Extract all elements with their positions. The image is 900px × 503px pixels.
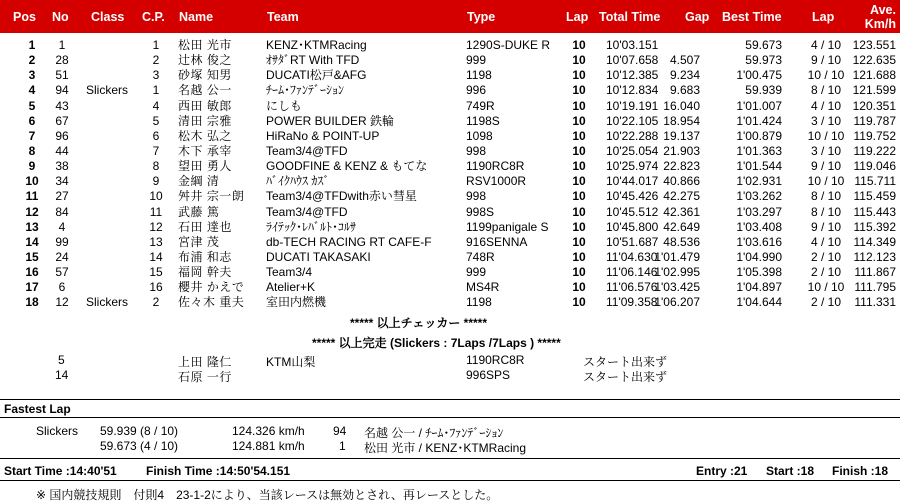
cell-no: 96 xyxy=(55,128,69,143)
col-best-time: Best Time xyxy=(722,10,782,24)
table-row xyxy=(0,235,900,250)
cell-type: 1199panigale S xyxy=(466,219,549,234)
cell-pos: 12 xyxy=(25,204,39,219)
cell-team: ﾁｰﾑ･ﾌｧﾝﾃﾞｰｼｮﾝ xyxy=(266,83,345,98)
cell-no: 67 xyxy=(55,113,69,128)
cell-cp: 16 xyxy=(149,280,163,295)
cell-pos: 10 xyxy=(25,174,39,189)
cell-gap: 42.275 xyxy=(663,189,700,204)
cell-ave: 123.551 xyxy=(852,38,896,52)
cell-cp: 14 xyxy=(149,249,163,264)
cell-lap: 10 xyxy=(572,53,586,68)
cell-cp: 9 xyxy=(152,174,160,189)
col-type: Type xyxy=(467,10,496,24)
cell-best-lap: 10 / 10 xyxy=(807,280,845,295)
cell-no: 1 xyxy=(58,38,66,52)
cell-gap: 48.536 xyxy=(663,234,700,249)
cell-gap: 9.234 xyxy=(669,68,700,83)
cell-best: 1'04.897 xyxy=(736,280,782,295)
col-ave: Ave. Km/h xyxy=(864,3,896,31)
cell-pos: 2 xyxy=(28,53,36,68)
cell-lap: 10 xyxy=(572,265,586,280)
cell-name: 木下 承宰 xyxy=(178,143,232,158)
cell-team: db-TECH RACING RT CAFE-F xyxy=(266,234,432,249)
cell-gap: 22.823 xyxy=(663,159,700,174)
cell-type: 999 xyxy=(466,53,487,68)
col-pos: Pos xyxy=(13,10,36,24)
cell-ave: 111.331 xyxy=(854,295,896,310)
cell-best-lap: 9 / 10 xyxy=(810,219,842,234)
cell-lap: 10 xyxy=(572,38,586,52)
col-lap: Lap xyxy=(566,10,589,24)
cell-gap: 21.903 xyxy=(663,143,700,158)
cell-best-lap: 8 / 10 xyxy=(810,83,842,98)
cell-best-lap: 3 / 10 xyxy=(810,143,842,158)
cell-pos: 7 xyxy=(28,128,36,143)
cell-cp: 8 xyxy=(152,159,160,174)
cell-pos: 5 xyxy=(28,98,36,113)
table-row xyxy=(0,144,900,159)
cell-cp: 6 xyxy=(152,128,160,143)
cell-gap: 40.866 xyxy=(663,174,700,189)
cell-team: DUCATI TAKASAKI xyxy=(266,249,371,264)
start-time: Start Time :14:40'51 xyxy=(4,464,117,478)
cell-ave: 121.599 xyxy=(852,83,896,98)
cell-total: 10'25.974 xyxy=(606,159,659,174)
cell-class: Slickers xyxy=(86,295,129,310)
cell-total: 11'04.630 xyxy=(606,249,658,264)
finish-note: ***** 以上完走 (Slickers : 7Laps /7Laps ) ***** xyxy=(312,336,561,350)
cell-total: 10'45.512 xyxy=(606,204,659,219)
cell-name: 布浦 和志 xyxy=(178,249,232,264)
cell-team: DUCATI松戸&AFG xyxy=(266,68,367,83)
cell-best-lap: 9 / 10 xyxy=(810,159,842,174)
cell-lap: 10 xyxy=(572,83,586,98)
cell-best-lap: 2 / 10 xyxy=(810,295,842,310)
cell-total: 10'12.385 xyxy=(606,68,659,83)
cell-type: 1198 xyxy=(466,68,492,83)
table-row xyxy=(0,174,900,189)
cell-best: 1'00.879 xyxy=(736,128,782,143)
table-row xyxy=(0,129,900,144)
cell-pos: 17 xyxy=(25,280,39,295)
cell-ave: 111.795 xyxy=(854,280,896,295)
cell-no: 99 xyxy=(55,234,69,249)
cell-total: 10'12.834 xyxy=(606,83,659,98)
start-count: Start :18 xyxy=(766,464,815,478)
cell-pos: 13 xyxy=(25,219,39,234)
cell-cp: 1 xyxy=(152,83,160,98)
cell-ave: 119.787 xyxy=(853,113,896,128)
cell-type: 998 xyxy=(466,143,487,158)
cell-best-lap: 9 / 10 xyxy=(810,53,842,68)
col-team: Team xyxy=(267,10,299,24)
cell-type: 996 xyxy=(466,83,487,98)
cell-best-lap: 10 / 10 xyxy=(807,128,845,143)
cell-no: 38 xyxy=(55,159,69,174)
cell-pos: 18 xyxy=(25,295,39,310)
cell-lap: 10 xyxy=(572,159,586,174)
finish-count: Finish :18 xyxy=(832,464,889,478)
table-row xyxy=(0,114,900,129)
table-row xyxy=(0,189,900,204)
cell-team: Team3/4@TFD xyxy=(266,204,348,219)
cell-team: Team3/4@TFDwith赤い彗星 xyxy=(266,189,417,204)
cell-type: MS4R xyxy=(466,280,500,295)
cell-team: 室田内燃機 xyxy=(266,295,327,310)
cell-type: 1198S xyxy=(466,113,500,128)
cell-ave: 115.459 xyxy=(853,189,896,204)
cell-best: 1'04.644 xyxy=(736,295,782,310)
col-best-lap: Lap xyxy=(812,10,835,24)
cell-best-lap: 4 / 10 xyxy=(810,98,842,113)
cell-pos: 9 xyxy=(28,159,36,174)
cell-type: 998S xyxy=(466,204,495,219)
cell-gap: 16.040 xyxy=(663,98,700,113)
table-row xyxy=(0,159,900,174)
cell-total: 10'03.151 xyxy=(606,38,659,52)
cell-type: 1290S-DUKE R xyxy=(466,38,551,52)
results-header xyxy=(0,0,900,33)
cell-best: 59.973 xyxy=(745,53,782,68)
cell-ave: 115.392 xyxy=(853,219,896,234)
cell-class: Slickers xyxy=(86,83,129,98)
cell-name: 松木 弘之 xyxy=(178,128,232,143)
cell-cp: 4 xyxy=(152,98,160,113)
cell-no: 84 xyxy=(55,204,69,219)
cell-total: 10'07.658 xyxy=(606,53,659,68)
cell-cp: 7 xyxy=(152,143,160,158)
col-cp: C.P. xyxy=(142,10,165,24)
finish-time: Finish Time :14:50'54.151 xyxy=(146,464,291,478)
cell-lap: 10 xyxy=(572,219,586,234)
cell-gap: 1'03.425 xyxy=(654,280,700,295)
col-gap: Gap xyxy=(685,10,710,24)
cell-type: RSV1000R xyxy=(466,174,527,189)
cell-best-lap: 2 / 10 xyxy=(810,265,842,280)
cell-name: 名越 公一 xyxy=(178,83,232,98)
cell-gap: 4.507 xyxy=(669,53,700,68)
cell-cp: 11 xyxy=(149,204,163,219)
cell-no: 12 xyxy=(55,295,69,310)
table-row xyxy=(0,205,900,220)
cell-ave: 121.688 xyxy=(852,68,896,83)
divider xyxy=(0,417,900,418)
cell-best: 1'01.007 xyxy=(736,98,782,113)
footnote: ※ 国内競技規則 付則4 23-1-2により、当該レースは無効とされ、再レースとした。 xyxy=(36,488,499,502)
cell-gap: 1'01.479 xyxy=(654,249,700,264)
cell-team: HiRaNo & POINT-UP xyxy=(266,128,380,143)
table-row xyxy=(0,83,900,98)
cell-type: 1190RC8R xyxy=(466,159,525,174)
cell-lap: 10 xyxy=(572,174,586,189)
cell-best-lap: 3 / 10 xyxy=(810,113,842,128)
cell-name: 武藤 篤 xyxy=(178,204,220,219)
cell-best: 1'01.363 xyxy=(736,143,782,158)
cell-total: 10'44.017 xyxy=(606,174,659,189)
cell-ave: 119.752 xyxy=(853,128,896,143)
cell-best: 1'03.616 xyxy=(736,234,782,249)
cell-total: 10'22.288 xyxy=(606,128,659,143)
cell-pos: 6 xyxy=(28,113,36,128)
cell-type: 748R xyxy=(466,249,495,264)
cell-best-lap: 10 / 10 xyxy=(807,174,845,189)
table-row xyxy=(0,99,900,114)
cell-gap: 18.954 xyxy=(663,113,700,128)
cell-name: 辻林 俊之 xyxy=(178,53,232,68)
col-no: No xyxy=(52,10,69,24)
cell-name: 佐々木 重夫 xyxy=(178,295,245,310)
cell-pos: 15 xyxy=(25,249,39,264)
cell-total: 10'51.687 xyxy=(606,234,659,249)
cell-name: 西田 敏郎 xyxy=(178,98,232,113)
cell-pos: 14 xyxy=(25,234,39,249)
cell-gap: 1'06.207 xyxy=(654,295,700,310)
cell-type: 998 xyxy=(466,189,487,204)
table-row xyxy=(0,38,900,53)
cell-no: 34 xyxy=(55,174,69,189)
divider xyxy=(0,399,900,400)
cell-no: 28 xyxy=(55,53,69,68)
cell-total: 10'45.800 xyxy=(606,219,659,234)
cell-best: 1'00.475 xyxy=(736,68,782,83)
cell-gap: 42.361 xyxy=(663,204,700,219)
cell-team: POWER BUILDER 鉄輪 xyxy=(266,113,395,128)
cell-best: 1'01.544 xyxy=(736,159,782,174)
cell-name: 櫻井 かえで xyxy=(178,280,245,295)
col-name: Name xyxy=(179,10,214,24)
cell-no: 6 xyxy=(58,280,66,295)
table-row xyxy=(0,265,900,280)
cell-best-lap: 2 / 10 xyxy=(810,249,842,264)
cell-ave: 122.635 xyxy=(852,53,896,68)
cell-team: ﾗｲﾃｯｸ･ﾚﾊﾞﾙﾄ･ｺﾙｻ xyxy=(266,219,357,234)
cell-best-lap: 8 / 10 xyxy=(810,189,842,204)
cell-best: 1'03.262 xyxy=(736,189,782,204)
cell-name: 福岡 幹夫 xyxy=(178,265,232,280)
cell-best: 1'03.408 xyxy=(736,219,782,234)
cell-team: Team3/4@TFD xyxy=(266,143,348,158)
cell-team: Atelier+K xyxy=(266,280,316,295)
cell-type: 1198 xyxy=(466,295,492,310)
cell-ave: 120.351 xyxy=(852,98,896,113)
cell-best-lap: 10 / 10 xyxy=(807,68,845,83)
divider xyxy=(0,480,900,481)
cell-no: 51 xyxy=(55,68,69,83)
table-row xyxy=(0,68,900,83)
cell-ave: 115.443 xyxy=(853,204,896,219)
cell-team: KENZ･KTMRacing xyxy=(266,38,367,52)
cell-name: 舛井 宗一朗 xyxy=(178,189,245,204)
checker-note: ***** 以上チェッカー ***** xyxy=(350,316,488,330)
cell-cp: 1 xyxy=(152,38,160,52)
cell-total: 10'22.105 xyxy=(606,113,659,128)
cell-name: 宮津 茂 xyxy=(178,234,220,249)
cell-lap: 10 xyxy=(572,189,586,204)
cell-gap: 42.649 xyxy=(663,219,700,234)
cell-gap: 19.137 xyxy=(663,128,700,143)
cell-lap: 10 xyxy=(572,143,586,158)
cell-name: 金綱 清 xyxy=(178,174,220,189)
cell-pos: 11 xyxy=(25,189,39,204)
cell-best: 1'05.398 xyxy=(736,265,782,280)
cell-cp: 2 xyxy=(152,53,160,68)
cell-pos: 1 xyxy=(28,38,36,52)
divider xyxy=(0,458,900,459)
cell-type: 916SENNA xyxy=(466,234,528,249)
results-table xyxy=(0,38,900,311)
cell-ave: 119.222 xyxy=(853,143,896,158)
cell-team: ﾊﾞｲｸﾊｳｽ ｶｽﾞ xyxy=(266,174,330,189)
cell-type: 1098 xyxy=(466,128,493,143)
cell-name: 砂塚 知男 xyxy=(178,68,232,83)
cell-name: 松田 光市 xyxy=(178,38,232,52)
cell-ave: 114.349 xyxy=(853,234,896,249)
cell-best-lap: 8 / 10 xyxy=(810,204,842,219)
cell-total: 11'06.576 xyxy=(606,280,658,295)
cell-lap: 10 xyxy=(572,128,586,143)
col-class: Class xyxy=(91,10,125,24)
cell-cp: 12 xyxy=(149,219,163,234)
cell-best-lap: 4 / 10 xyxy=(810,38,842,52)
cell-ave: 112.123 xyxy=(853,249,896,264)
cell-cp: 3 xyxy=(152,68,160,83)
cell-lap: 10 xyxy=(572,98,586,113)
cell-cp: 5 xyxy=(152,113,160,128)
cell-lap: 10 xyxy=(572,113,586,128)
table-row xyxy=(0,53,900,68)
cell-team: にしも xyxy=(266,98,303,113)
cell-no: 57 xyxy=(55,265,69,280)
cell-best: 1'01.424 xyxy=(736,113,782,128)
table-row xyxy=(0,280,900,295)
cell-ave: 119.046 xyxy=(853,159,896,174)
cell-total: 11'09.358 xyxy=(606,295,658,310)
cell-ave: 115.711 xyxy=(854,174,896,189)
cell-best: 1'04.990 xyxy=(736,249,782,264)
table-row xyxy=(0,250,900,265)
cell-gap: 9.683 xyxy=(669,83,700,98)
cell-no: 94 xyxy=(55,83,69,98)
cell-name: 望田 勇人 xyxy=(178,159,232,174)
cell-best: 1'02.931 xyxy=(736,174,782,189)
cell-ave: 111.867 xyxy=(854,265,896,280)
cell-cp: 13 xyxy=(149,234,163,249)
cell-lap: 10 xyxy=(572,295,586,310)
cell-no: 27 xyxy=(55,189,69,204)
cell-best: 59.939 xyxy=(745,83,782,98)
cell-lap: 10 xyxy=(572,68,586,83)
cell-pos: 3 xyxy=(28,68,36,83)
cell-lap: 10 xyxy=(572,234,586,249)
entry-count: Entry :21 xyxy=(696,464,748,478)
fastest-lap-title: Fastest Lap xyxy=(4,402,71,416)
cell-team: ｵｻﾀﾞRT With TFD xyxy=(266,53,360,68)
cell-total: 10'19.191 xyxy=(606,98,659,113)
cell-name: 清田 宗雅 xyxy=(178,113,232,128)
table-row xyxy=(0,220,900,235)
table-row xyxy=(0,295,900,310)
cell-total: 10'25.054 xyxy=(606,143,659,158)
cell-cp: 10 xyxy=(149,189,163,204)
cell-lap: 10 xyxy=(572,204,586,219)
cell-best: 1'03.297 xyxy=(736,204,782,219)
cell-best-lap: 4 / 10 xyxy=(810,234,842,249)
cell-team: Team3/4 xyxy=(266,265,313,280)
cell-best: 59.673 xyxy=(745,38,782,52)
cell-team: GOODFINE & KENZ & もてな xyxy=(266,159,428,174)
cell-no: 4 xyxy=(58,219,66,234)
cell-gap: 1'02.995 xyxy=(654,265,700,280)
cell-no: 24 xyxy=(55,249,69,264)
cell-pos: 4 xyxy=(28,83,36,98)
cell-lap: 10 xyxy=(572,280,586,295)
cell-lap: 10 xyxy=(572,249,586,264)
col-total-time: Total Time xyxy=(599,10,661,24)
cell-total: 11'06.146 xyxy=(606,265,658,280)
cell-no: 43 xyxy=(55,98,69,113)
cell-cp: 15 xyxy=(149,265,163,280)
cell-name: 石田 達也 xyxy=(178,219,232,234)
cell-type: 749R xyxy=(466,98,495,113)
cell-no: 44 xyxy=(55,143,69,158)
cell-type: 999 xyxy=(466,265,487,280)
cell-pos: 16 xyxy=(25,265,39,280)
cell-cp: 2 xyxy=(152,295,160,310)
cell-pos: 8 xyxy=(28,143,36,158)
cell-total: 10'45.426 xyxy=(606,189,659,204)
